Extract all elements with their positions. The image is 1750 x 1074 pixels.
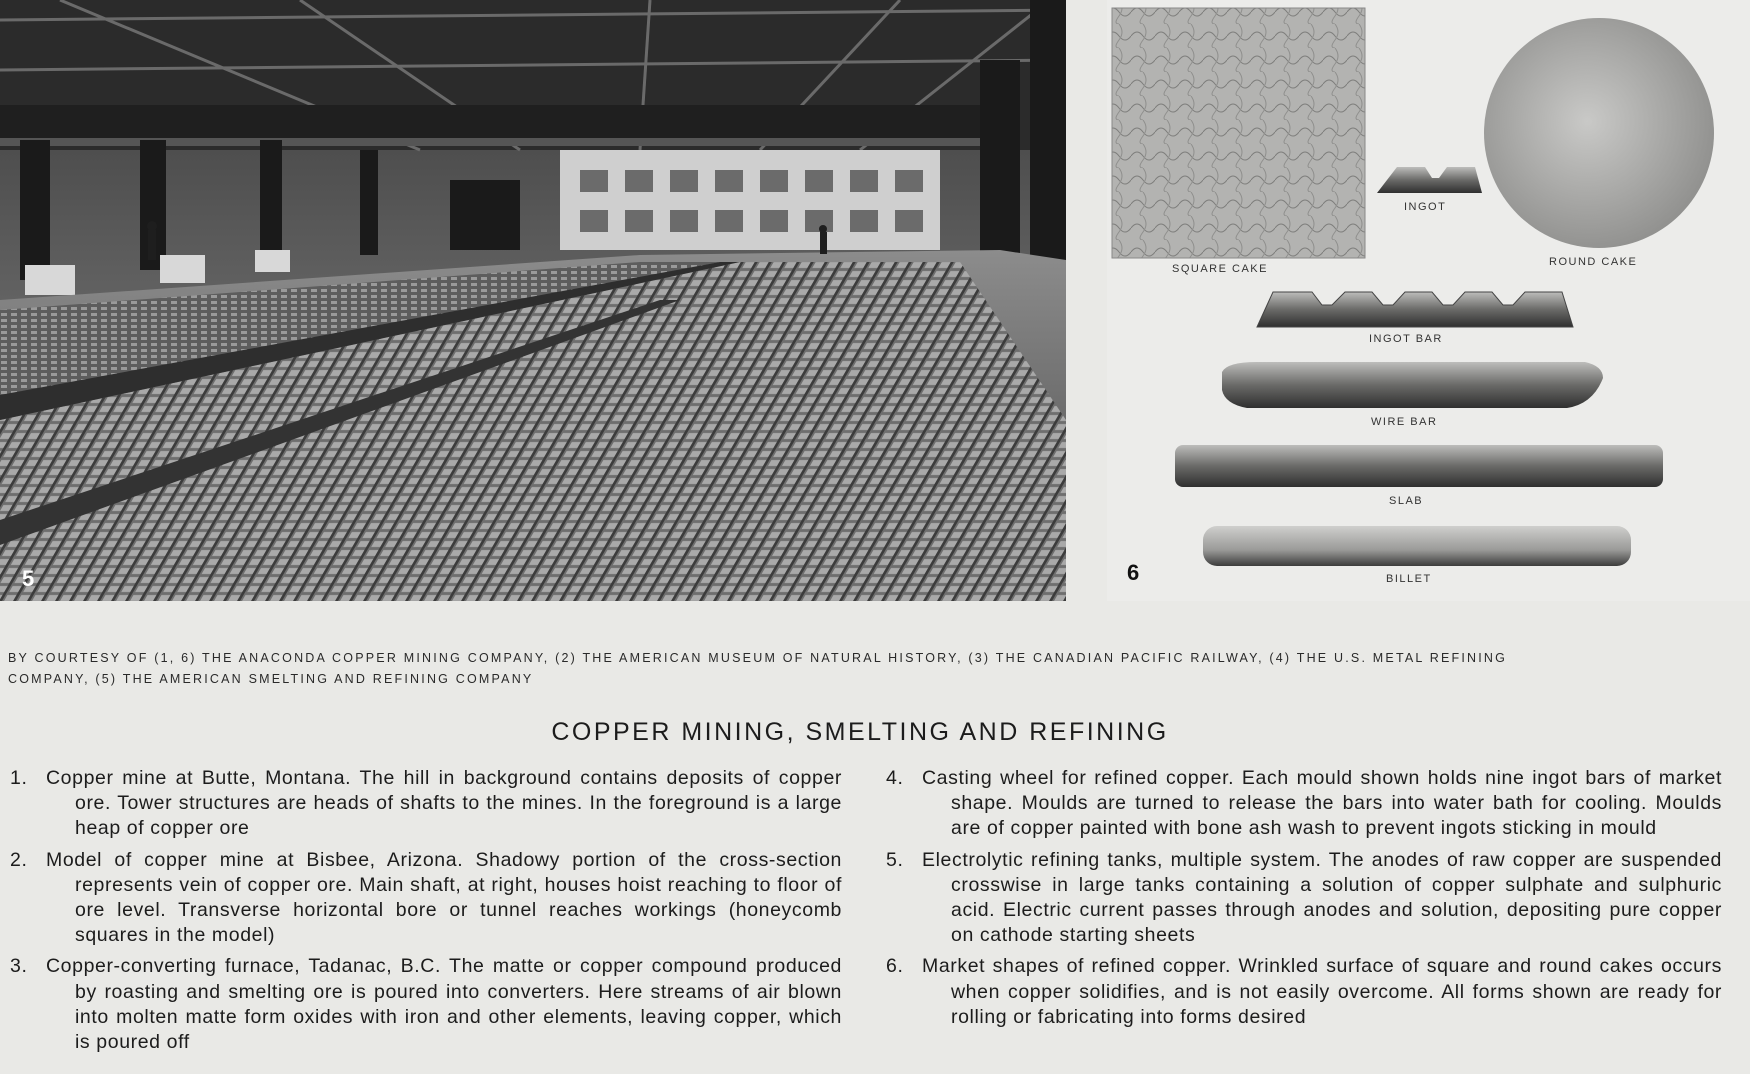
market-shapes-illustration <box>1107 0 1750 601</box>
photo-credits <box>8 648 1748 690</box>
caption-2 <box>10 848 842 949</box>
label-billet: BILLET <box>1386 573 1432 585</box>
caption-number: 3. <box>10 955 28 978</box>
captions-right-column <box>886 766 1722 1036</box>
label-ingot-bar: INGOT BAR <box>1369 333 1443 345</box>
photo-number-5: 5 <box>22 566 35 591</box>
photo-refining-tanks <box>0 0 1066 601</box>
photo-market-shapes <box>1107 0 1750 601</box>
page-title: COPPER MINING, SMELTING AND REFINING <box>551 718 1169 746</box>
caption-number: 4. <box>886 767 904 789</box>
caption-3 <box>10 954 842 1055</box>
caption-text: Copper mine at Butte, Montana. The hill in background contains deposits of copper ore. Tower structures are heads of shafts to the mines. In the foreground is a large heap of copper ore <box>46 767 842 840</box>
refining-tanks-illustration <box>0 0 1066 601</box>
caption-number: 5. <box>886 848 904 871</box>
photo-number-6: 6 <box>1127 560 1140 585</box>
caption-text: Casting wheel for refined copper. Each mould shown holds nine ingot bars of market shape. Moulds are turned to release the bars into water bath for cooling. Moulds are of copper painted with bone ash wash to prevent ingots sticking in mould <box>922 767 1722 840</box>
label-slab: SLAB <box>1389 495 1424 507</box>
caption-text: Model of copper mine at Bisbee, Arizona. Shadowy portion of the cross-section represents vein of copper ore. Main shaft, at right, houses hoist reaching to floor of ore level. Transverse horizontal bore or tunnel reaches workings (honeycomb squares in the model) <box>46 848 842 947</box>
caption-number: 6. <box>886 955 904 978</box>
caption-number: 1. <box>10 767 28 789</box>
label-wire-bar: WIRE BAR <box>1371 416 1438 428</box>
caption-text: Market shapes of refined copper. Wrinkled surface of square and round cakes occurs when copper solidifies, and is not easily overcome. All forms shown are ready for rolling or fabricating into forms desired <box>922 955 1722 1028</box>
caption-4 <box>886 766 1722 842</box>
caption-text: Copper-converting furnace, Tadanac, B.C. The matte or copper compound produced by roasting and smelting ore is poured into converters. Here streams of air blown into molten matte form oxides with iron and other elements, leaving copper, which is poured off <box>46 955 842 1054</box>
caption-number: 2. <box>10 848 28 871</box>
caption-6 <box>886 954 1722 1030</box>
label-ingot: INGOT <box>1404 201 1447 213</box>
label-round-cake: ROUND CAKE <box>1549 256 1638 268</box>
credit-line-2: COMPANY, (5) THE AMERICAN SMELTING AND REFINING COMPANY <box>8 672 534 686</box>
credit-line-1: BY COURTESY OF (1, 6) THE ANACONDA COPPER MINING COMPANY, (2) THE AMERICAN MUSEUM OF NATURAL HISTORY, (3) THE CANADIAN PACIFIC RAILWAY, (4) THE U.S. METAL REFINING <box>8 651 1508 665</box>
caption-1 <box>10 766 842 842</box>
caption-text: Electrolytic refining tanks, multiple system. The anodes of raw copper are suspended crosswise in large tanks containing a solution of copper sulphate and sulphuric acid. Electric current passes through anodes and solution, depositing pure copper on cathode starting sheets <box>922 848 1722 947</box>
label-square-cake: SQUARE CAKE <box>1172 263 1268 275</box>
captions-left-column <box>10 766 842 1061</box>
caption-5 <box>886 848 1722 949</box>
